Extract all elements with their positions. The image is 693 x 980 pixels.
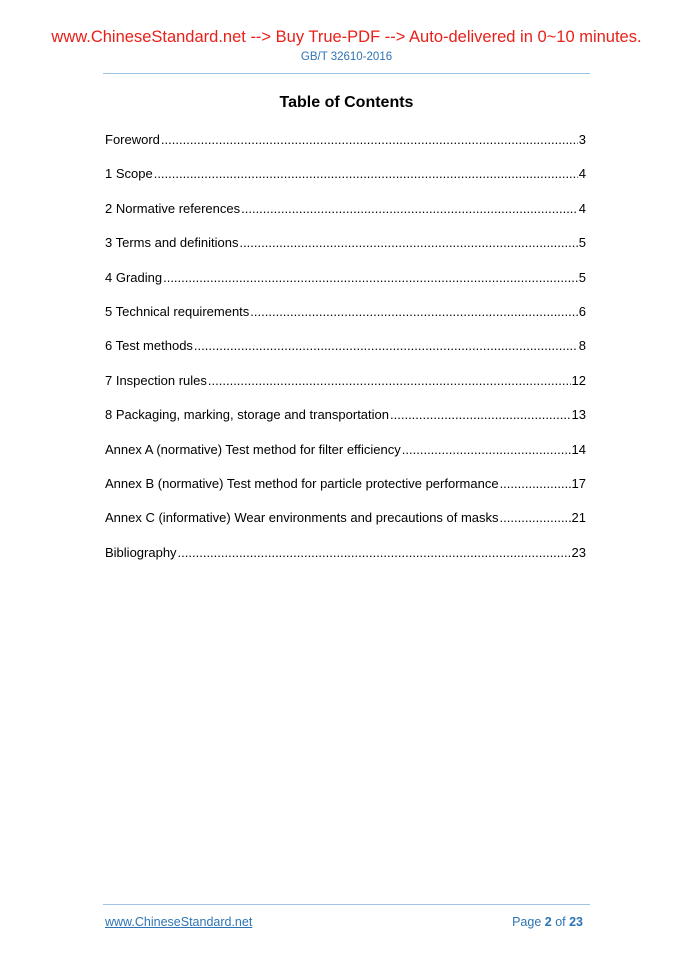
- toc-entry-label: 6 Test methods: [105, 338, 193, 354]
- toc-entry-label: 8 Packaging, marking, storage and transportation: [105, 407, 390, 423]
- toc-entry-label: Annex A (normative) Test method for filter efficiency: [105, 441, 401, 457]
- toc-entry[interactable]: [105, 304, 586, 338]
- toc-dot-leader: [194, 338, 578, 354]
- toc-entry-page: 23: [571, 544, 586, 560]
- toc-dot-leader: [178, 545, 571, 561]
- toc-entry-page: 5: [578, 269, 586, 285]
- toc-entry[interactable]: [105, 407, 586, 441]
- toc-entry-page: 3: [578, 132, 586, 147]
- toc-entry-label: Annex C (informative) Wear environments and precautions of masks: [105, 510, 499, 526]
- toc-entry[interactable]: [105, 510, 586, 544]
- toc-entry[interactable]: [105, 373, 586, 407]
- promo-banner[interactable]: www.ChineseStandard.net --> Buy True-PDF --> Auto-delivered in 0~10 minutes.: [51, 28, 642, 46]
- footer-website-link[interactable]: www.ChineseStandard.net: [105, 915, 253, 929]
- table-of-contents: [105, 132, 586, 579]
- toc-entry[interactable]: [105, 442, 586, 476]
- toc-entry-page: 8: [578, 338, 586, 354]
- toc-entry-page: 5: [578, 235, 586, 251]
- toc-dot-leader: [500, 510, 571, 526]
- page-title: Table of Contents: [279, 94, 414, 111]
- toc-entry-label: 4 Grading: [105, 269, 163, 285]
- toc-dot-leader: [250, 304, 577, 320]
- standard-id: GB/T 32610-2016: [300, 51, 393, 63]
- toc-entry[interactable]: [105, 132, 586, 166]
- toc-entry-label: 5 Technical requirements: [105, 303, 250, 319]
- total-pages: 23: [569, 915, 583, 929]
- toc-entry-label: Bibliography: [105, 544, 177, 560]
- toc-entry-page: 4: [578, 166, 586, 182]
- toc-dot-leader: [500, 476, 571, 492]
- header-divider: [103, 73, 590, 74]
- page-prefix: Page: [512, 915, 545, 929]
- toc-entry[interactable]: [105, 166, 586, 200]
- toc-dot-leader: [161, 132, 578, 148]
- page-indicator: [512, 914, 583, 930]
- toc-dot-leader: [241, 201, 578, 217]
- toc-entry[interactable]: [105, 270, 586, 304]
- toc-entry-label: 2 Normative references: [105, 200, 241, 216]
- current-page: 2: [544, 915, 552, 929]
- toc-dot-leader: [239, 235, 577, 251]
- toc-entry[interactable]: [105, 476, 586, 510]
- toc-entry-label: Annex B (normative) Test method for particle protective performance: [105, 475, 499, 491]
- toc-entry-label: 1 Scope: [105, 166, 153, 182]
- toc-entry-page: 14: [571, 441, 586, 457]
- toc-entry-page: 12: [571, 372, 586, 388]
- toc-entry-page: 4: [578, 200, 586, 216]
- toc-entry[interactable]: [105, 545, 586, 579]
- toc-dot-leader: [154, 166, 578, 182]
- toc-entry-label: Foreword: [105, 132, 160, 147]
- page-separator: of: [551, 915, 570, 929]
- toc-entry[interactable]: [105, 235, 586, 269]
- toc-entry-page: 13: [571, 407, 586, 423]
- toc-entry[interactable]: [105, 201, 586, 235]
- toc-dot-leader: [208, 373, 571, 389]
- toc-dot-leader: [163, 270, 578, 286]
- toc-dot-leader: [402, 442, 571, 458]
- toc-entry-page: 6: [578, 303, 586, 319]
- toc-entry-label: 7 Inspection rules: [105, 372, 207, 388]
- toc-entry[interactable]: [105, 338, 586, 372]
- toc-dot-leader: [390, 407, 571, 423]
- toc-entry-page: 17: [571, 475, 586, 491]
- toc-entry-label: 3 Terms and definitions: [105, 235, 239, 251]
- footer-divider: [103, 904, 590, 905]
- toc-entry-page: 21: [571, 510, 586, 526]
